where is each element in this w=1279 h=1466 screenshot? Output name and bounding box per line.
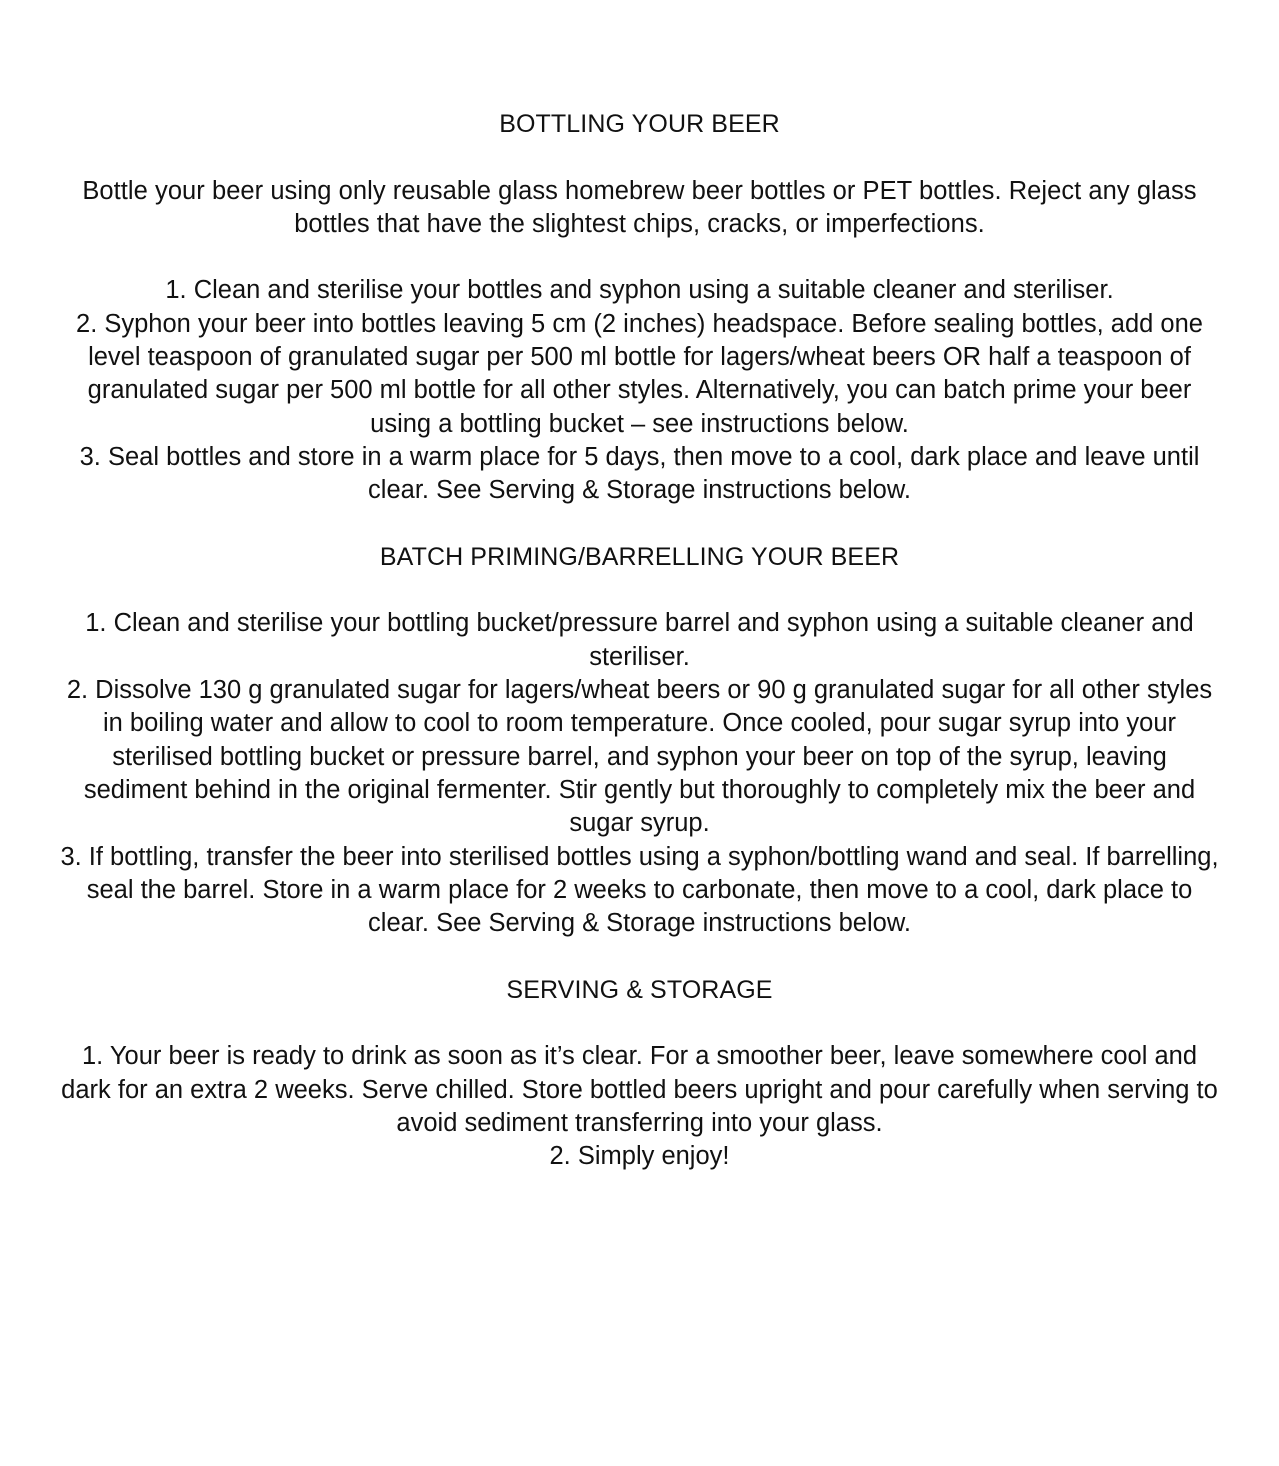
spacer: [58, 241, 1221, 274]
bottling-step-1: 1. Clean and sterilise your bottles and syphon using a suitable cleaner and steriliser.: [165, 276, 1114, 305]
batch-steps: [58, 607, 1221, 940]
spacer: [58, 508, 1221, 541]
bottling-step-3: 3. Seal bottles and store in a warm place for 5 days, then move to a cool, dark place and leave until clear. See Serving & Storage instructions below.: [79, 442, 1200, 505]
spacer: [58, 1007, 1221, 1040]
bottling-heading: BOTTLING YOUR BEER: [499, 110, 780, 138]
spacer: [58, 940, 1221, 973]
bottling-step-2: 2. Syphon your beer into bottles leaving 5 cm (2 inches) headspace. Before sealing bottles, add one level teaspoon of granulated sugar per 500 ml bottle for lagers/wheat beers OR half a teaspoon of granulated sugar per 500 ml bottle for all other styles. Alternatively, you can batch prime your beer using a bottling bucket – see instructions below.: [76, 309, 1203, 438]
spacer: [58, 574, 1221, 607]
batch-heading: BATCH PRIMING/BARRELLING YOUR BEER: [379, 542, 900, 571]
serving-steps: [58, 1040, 1221, 1173]
batch-step-3: 3. If bottling, transfer the beer into sterilised bottles using a syphon/bottling wand and seal. If barrelling, seal the barrel. Store in a warm place for 2 weeks to carbonate, then move to a cool, dark place to clear. See Serving & Storage instructions below.: [60, 842, 1219, 938]
spacer: [58, 141, 1221, 174]
bottling-steps: [58, 274, 1221, 507]
batch-step-2: 2. Dissolve 130 g granulated sugar for lagers/wheat beers or 90 g granulated sugar for all other styles in boiling water and allow to cool to room temperature. Once cooled, pour sugar syrup into your sterilised bottling bucket or pressure barrel, and syphon your beer on top of the syrup, leaving sediment behind in the original fermenter. Stir gently but thoroughly to completely mix the beer and sugar syrup.: [66, 676, 1213, 838]
serving-heading: SERVING & STORAGE: [506, 975, 773, 1004]
batch-step-1: 1. Clean and sterilise your bottling bucket/pressure barrel and syphon using a suitable cleaner and steriliser.: [85, 609, 1194, 671]
serving-step-2: 2. Simply enjoy!: [549, 1142, 730, 1171]
bottling-intro: Bottle your beer using only reusable glass homebrew beer bottles or PET bottles. Reject any glass bottles that have the slightest chips, cracks, or imperfections.: [82, 176, 1197, 238]
serving-step-1: 1. Your beer is ready to drink as soon as it’s clear. For a smoother beer, leave somewhere cool and dark for an extra 2 weeks. Serve chilled. Store bottled beers upright and pour carefully when serving to avoid sediment transferring into your glass.: [61, 1042, 1218, 1137]
